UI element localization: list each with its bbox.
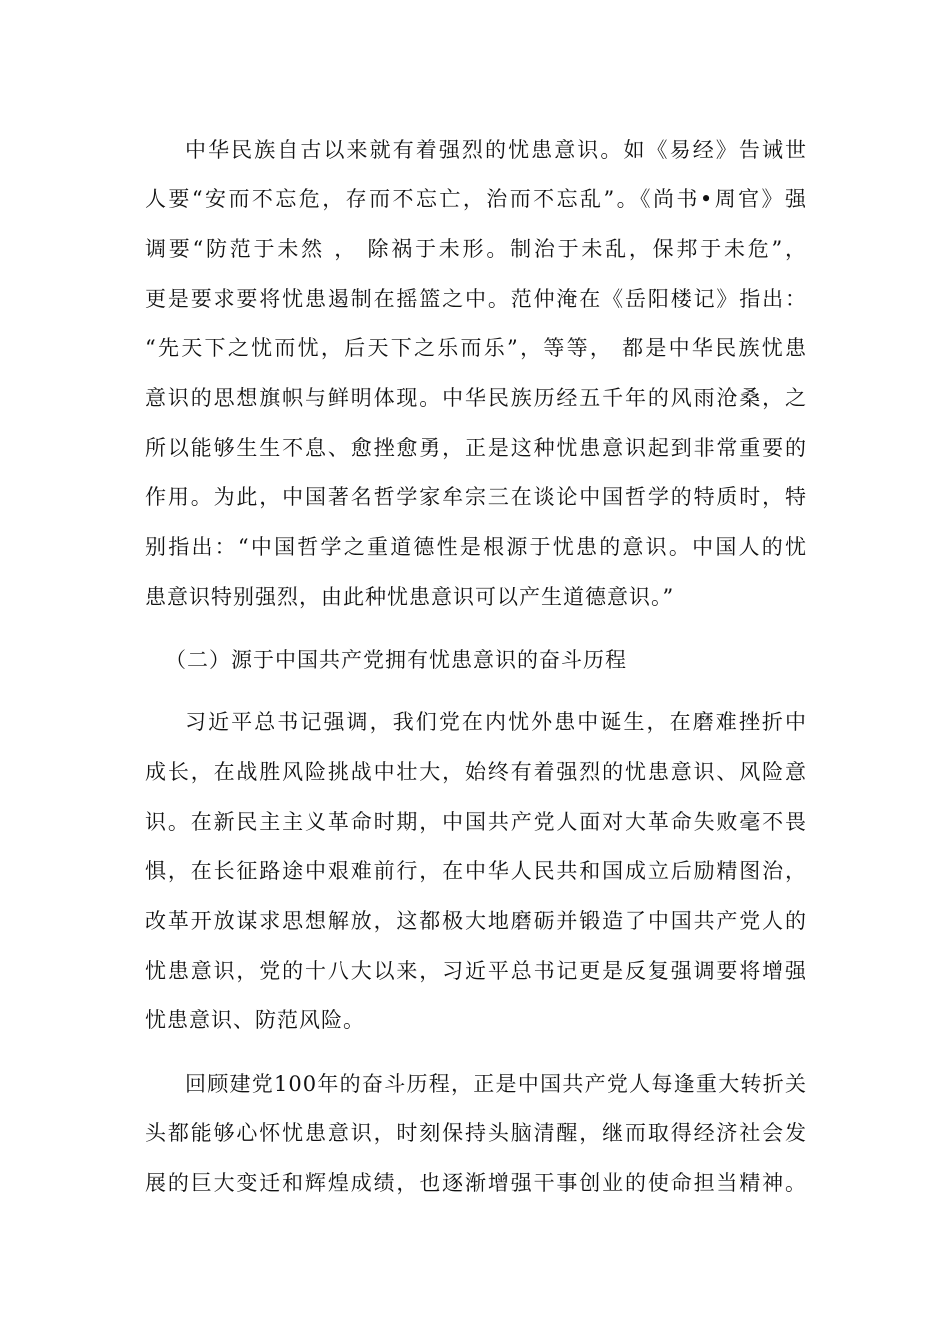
paragraph-2-line-5: 改革开放谋求思想解放，这都极大地磨砺并锻造了中国共产党人的 bbox=[145, 909, 807, 933]
paragraph-2-line-7: 忧患意识、防范风险。 bbox=[145, 1008, 365, 1032]
paragraph-1-line-9: 别指出：“中国哲学之重道德性是根源于忧患的意识。中国人的忧 bbox=[145, 535, 807, 559]
paragraph-1-line-3: 调要“防范于未然 ， 除祸于未形。制治于未乱，保邦于未危”， bbox=[145, 237, 807, 261]
paragraph-2-line-6: 忧患意识，党的十八大以来，习近平总书记更是反复强调要将增强 bbox=[145, 959, 807, 983]
paragraph-1-line-1: 中华民族自古以来就有着强烈的忧患意识。如《易经》告诫世 bbox=[185, 138, 807, 162]
paragraph-1-line-10: 患意识特别强烈，由此种忧患意识可以产生道德意识。” bbox=[145, 585, 675, 609]
paragraph-3-line-3: 展的巨大变迁和辉煌成绩，也逐渐增强干事创业的使命担当精神。 bbox=[145, 1171, 807, 1195]
paragraph-2-line-4: 惧，在长征路途中艰难前行，在中华人民共和国成立后励精图治， bbox=[145, 859, 807, 883]
paragraph-1-line-2: 人要“安而不忘危，存而不忘亡，治而不忘乱”。《尚书•周官》强 bbox=[145, 187, 807, 211]
paragraph-2-line-3: 识。在新民主主义革命时期，中国共产党人面对大革命失败毫不畏 bbox=[145, 810, 807, 834]
section-heading: （二）源于中国共产党拥有忧患意识的奋斗历程 bbox=[165, 648, 627, 672]
paragraph-1-line-7: 所以能够生生不息、愈挫愈勇，正是这种忧患意识起到非常重要的 bbox=[145, 436, 807, 460]
paragraph-1-line-5: “先天下之忧而忧，后天下之乐而乐”，等等， 都是中华民族忧患 bbox=[145, 336, 807, 360]
paragraph-2-line-2: 成长，在战胜风险挑战中壮大，始终有着强烈的忧患意识、风险意 bbox=[145, 760, 807, 784]
paragraph-2-line-1: 习近平总书记强调，我们党在内忧外患中诞生，在磨难挫折中 bbox=[185, 710, 807, 734]
paragraph-1-line-4: 更是要求要将忧患遏制在摇篮之中。范仲淹在《岳阳楼记》指出： bbox=[145, 287, 807, 311]
paragraph-3-line-1: 回顾建党100年的奋斗历程，正是中国共产党人每逢重大转折关 bbox=[185, 1072, 807, 1096]
paragraph-1-line-6: 意识的思想旗帜与鲜明体现。中华民族历经五千年的风雨沧桑，之 bbox=[145, 386, 807, 410]
paragraph-1-line-8: 作用。为此，中国著名哲学家牟宗三在谈论中国哲学的特质时，特 bbox=[145, 485, 807, 509]
paragraph-3-line-2: 头都能够心怀忧患意识，时刻保持头脑清醒，继而取得经济社会发 bbox=[145, 1121, 807, 1145]
